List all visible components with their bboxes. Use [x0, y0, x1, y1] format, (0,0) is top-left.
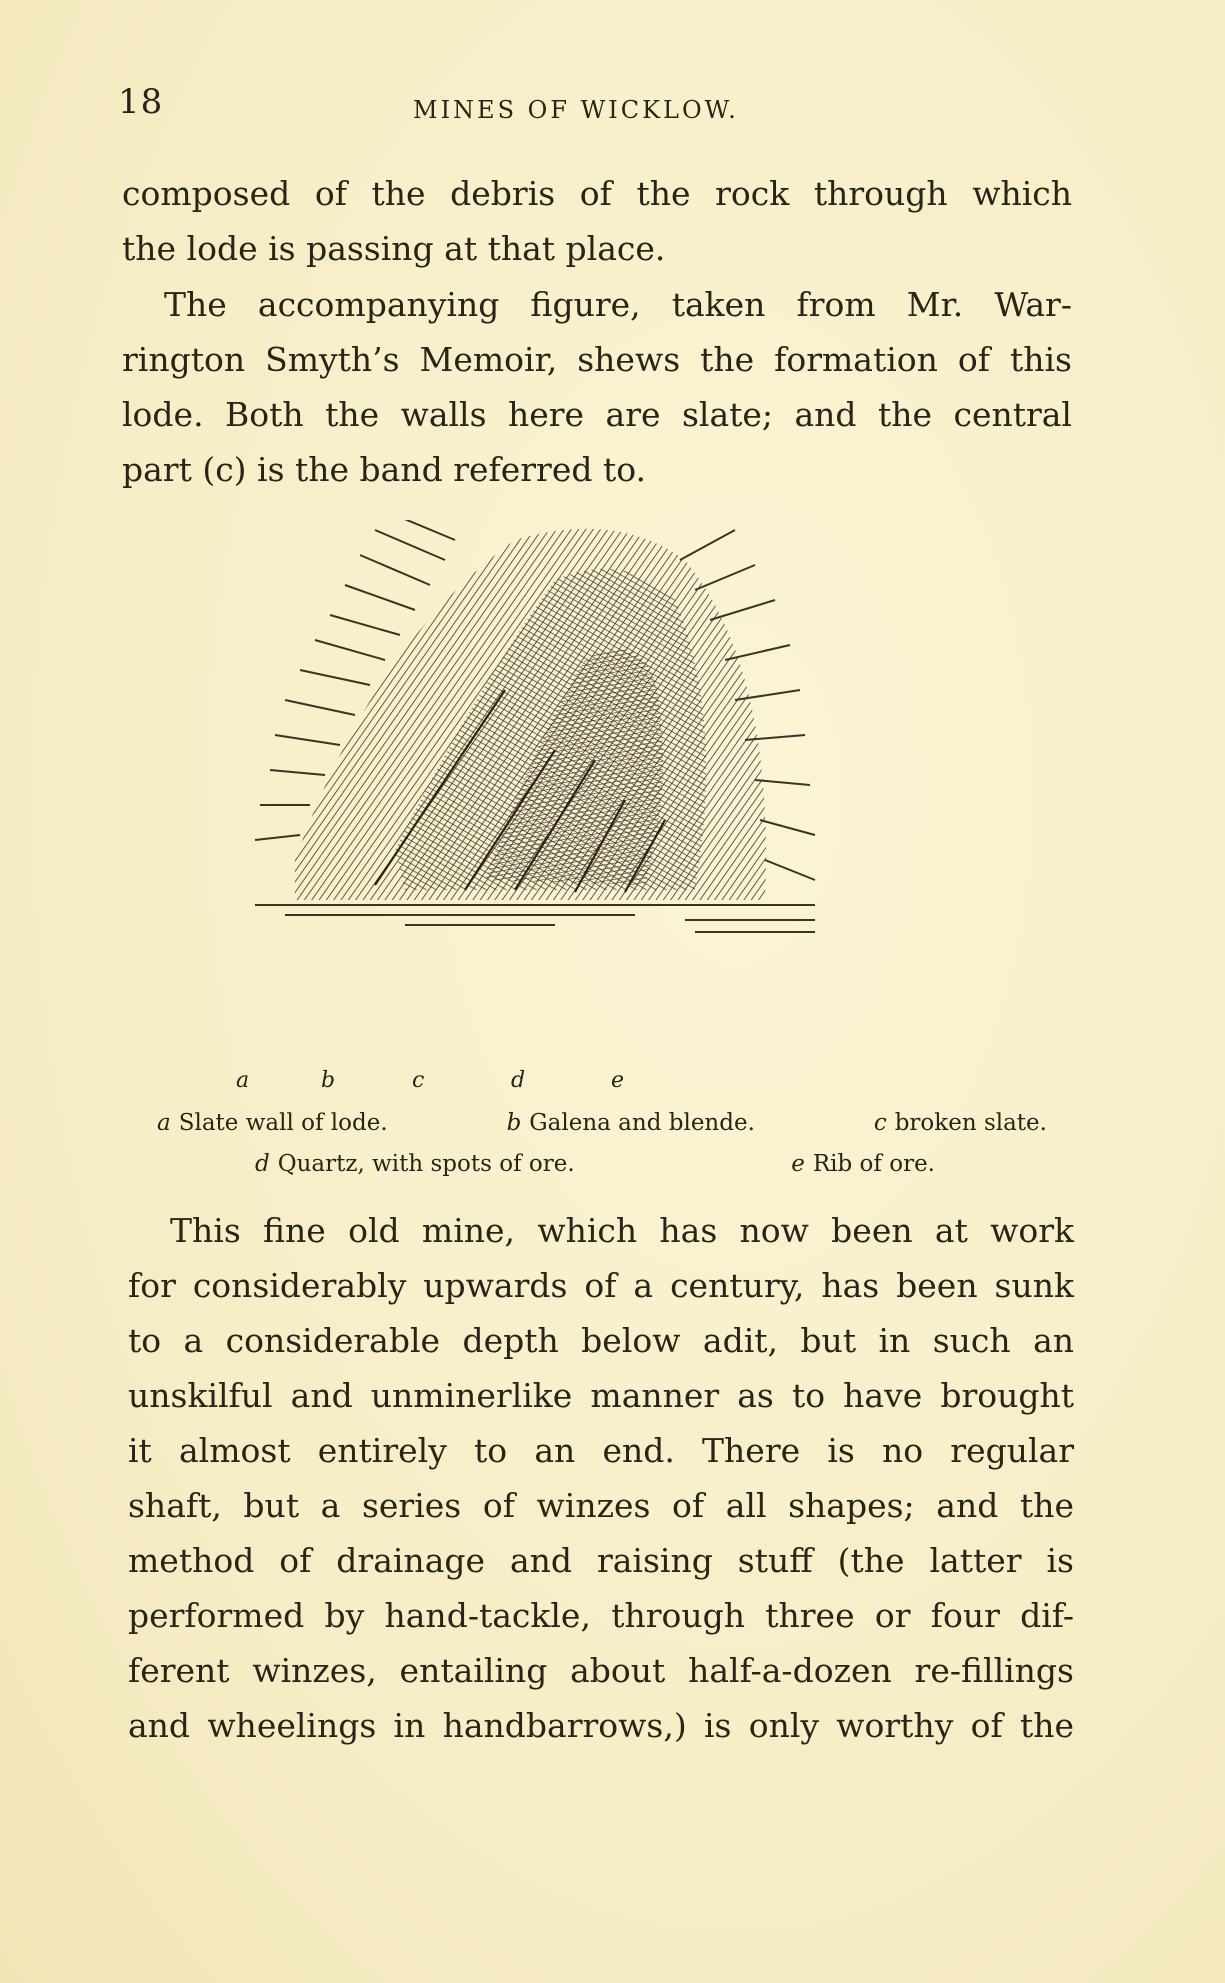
text-line: performed by hand-tackle, through three or four dif- — [128, 1596, 1074, 1635]
text-line: This fine old mine, which has now been at work — [170, 1211, 1074, 1250]
text-line: part (c) is the band referred to. — [122, 450, 647, 489]
caption-text: broken slate. — [894, 1110, 1047, 1136]
figure-letter: e — [611, 1068, 625, 1093]
caption-item — [791, 1151, 935, 1177]
text-line: it almost entirely to an end. There is no regular — [128, 1431, 1074, 1470]
caption-text: Rib of ore. — [812, 1151, 935, 1177]
lode-cross-section-engraving — [255, 520, 955, 1060]
text-line: rington Smyth’s Memoir, shews the formation of this — [122, 340, 1072, 379]
text-line: unskilful and unminerlike manner as to have brought — [128, 1376, 1074, 1415]
figure-letter-keys — [226, 1068, 726, 1098]
figure-letter: b — [321, 1068, 336, 1093]
figure-letter: a — [236, 1068, 250, 1093]
caption-key: d — [255, 1151, 270, 1177]
figure-letter: c — [412, 1068, 425, 1093]
figure-caption-line-1 — [157, 1110, 1047, 1136]
caption-key: e — [791, 1151, 805, 1177]
caption-item — [255, 1151, 575, 1177]
page-number: 18 — [118, 82, 164, 122]
text-line: The accompanying figure, taken from Mr. War- — [164, 285, 1072, 324]
text-line: to a considerable depth below adit, but in such an — [128, 1321, 1074, 1360]
caption-item — [507, 1110, 755, 1136]
paragraph-1 — [122, 166, 1072, 276]
text-line: the lode is passing at that place. — [122, 229, 666, 268]
figure-letter: d — [511, 1068, 526, 1093]
paragraph-3 — [128, 1203, 1074, 1753]
text-line: ferent winzes, entailing about half-a-dozen re-fillings — [128, 1651, 1074, 1690]
running-title: MINES OF WICKLOW. — [413, 96, 739, 124]
text-line: method of drainage and raising stuff (the latter is — [128, 1541, 1074, 1580]
text-line: for considerably upwards of a century, has been sunk — [128, 1266, 1074, 1305]
caption-text: Slate wall of lode. — [178, 1110, 388, 1136]
figure-caption-line-2 — [255, 1151, 935, 1177]
caption-item — [157, 1110, 388, 1136]
caption-key: a — [157, 1110, 171, 1136]
base-lines — [255, 905, 815, 932]
caption-text: Quartz, with spots of ore. — [277, 1151, 575, 1177]
text-line: shaft, but a series of winzes of all shapes; and the — [128, 1486, 1074, 1525]
page-header — [118, 82, 1078, 132]
paragraph-2 — [122, 277, 1072, 497]
caption-item — [874, 1110, 1047, 1136]
text-line: lode. Both the walls here are slate; and the central — [122, 395, 1072, 434]
caption-text: Galena and blende. — [529, 1110, 755, 1136]
caption-key: c — [873, 1110, 887, 1136]
text-line: and wheelings in handbarrows,) is only worthy of the — [128, 1706, 1074, 1745]
caption-key: b — [506, 1110, 522, 1136]
text-line: composed of the debris of the rock through which — [122, 174, 1072, 213]
